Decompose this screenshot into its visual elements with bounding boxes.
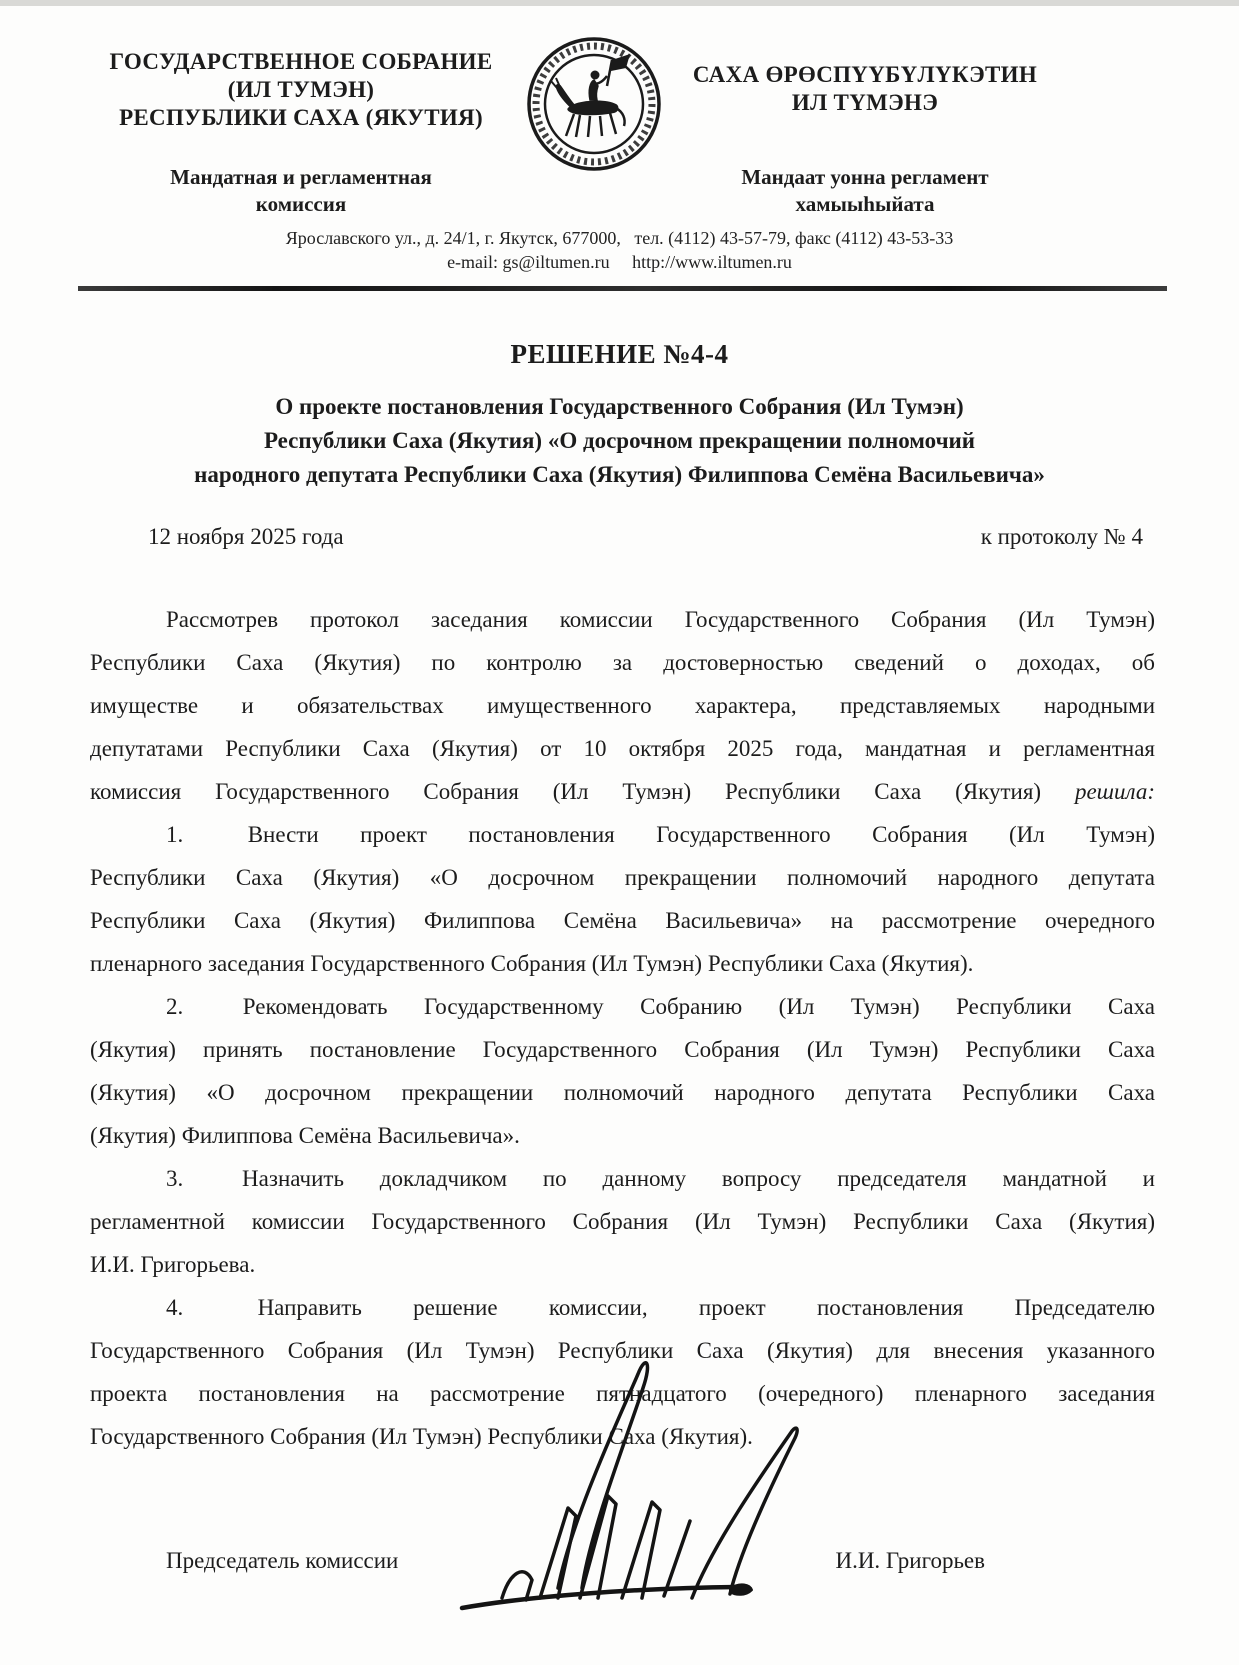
text-line: (ИЛ ТУМЭН)	[227, 77, 375, 102]
sakha-il-tumen-seal-icon	[524, 34, 664, 174]
text-line: РЕСПУБЛИКИ САХА (ЯКУТИЯ)	[119, 105, 483, 130]
text-line: хамыыһыйата	[795, 192, 935, 216]
text-line: народного депутата Республики Саха (Якутия) Филиппова Семёна Васильевича»	[194, 462, 1045, 487]
body-paragraph-item2	[90, 985, 1155, 1157]
org-name-russian	[95, 48, 507, 132]
text-line: (Якутия) принять постановление Государственного Собрания (Ил Тумэн) Республики Саха	[90, 1037, 1155, 1062]
resolved-word-italic: решила:	[1074, 779, 1155, 804]
text-line: Государственного Собрания (Ил Тумэн) Республики Саха (Якутия).	[90, 1424, 753, 1449]
letterhead	[0, 6, 1239, 286]
letterhead-right-block	[672, 48, 1058, 218]
text-line: ГОСУДАРСТВЕННОЕ СОБРАНИЕ	[109, 49, 493, 74]
text-line: Рассмотрев протокол заседания комиссии Государственного Собрания (Ил Тумэн)	[166, 607, 1155, 632]
text-line: (Якутия) Филиппова Семёна Васильевича».	[90, 1123, 520, 1148]
commission-name-russian	[95, 164, 507, 218]
commission-name-sakha	[672, 164, 1058, 218]
text-line: И.И. Григорьева.	[90, 1252, 256, 1277]
text-line: Мандаат уонна регламент	[741, 165, 989, 189]
email-web-line: e-mail: gs@iltumen.ru http://www.iltumen.ru	[447, 252, 792, 272]
document-body	[90, 598, 1155, 1458]
document-subject	[95, 390, 1144, 492]
signer-name: И.И. Григорьев	[835, 1548, 985, 1573]
text-line: регламентной комиссии Государственного Собрания (Ил Тумэн) Республики Саха (Якутия)	[90, 1209, 1155, 1234]
signer-title: Председатель комиссии	[166, 1548, 399, 1573]
body-paragraph-item1	[90, 813, 1155, 985]
body-paragraph-item4	[90, 1286, 1155, 1458]
text-line: комиссия Государственного Собрания (Ил Тумэн) Республики Саха (Якутия) решила:	[90, 779, 1155, 804]
text-line: Республики Саха (Якутия) Филиппова Семёна Васильевича» на рассмотрение очередного	[90, 908, 1155, 933]
text-line: 3. Назначить докладчиком по данному вопросу председателя мандатной и	[166, 1166, 1155, 1191]
text-line: проекта постановления на рассмотрение пятнадцатого (очередного) пленарного заседания	[90, 1381, 1155, 1406]
contact-block	[0, 226, 1239, 274]
signature-row	[90, 1546, 1155, 1576]
postal-address: Ярославского ул., д. 24/1, г. Якутск, 677000, тел. (4112) 43-57-79, факс (4112) 43-53-33	[285, 228, 954, 248]
text-line: 2. Рекомендовать Государственному Собранию (Ил Тумэн) Республики Саха	[166, 994, 1155, 1019]
text-line: САХА ӨРӨСПҮҮБҮЛҮКЭТИН	[692, 62, 1038, 87]
document-date: 12 ноября 2025 года	[148, 524, 344, 549]
header-divider	[78, 286, 1167, 291]
protocol-reference: к протоколу № 4	[980, 524, 1143, 549]
text-line: ИЛ ТҮМЭНЭ	[791, 90, 939, 115]
text-line: депутатами Республики Саха (Якутия) от 10 октября 2025 года, мандатная и регламентная	[90, 736, 1155, 761]
meta-row	[90, 522, 1155, 552]
text-line: О проекте постановления Государственного Собрания (Ил Тумэн)	[275, 394, 964, 419]
text-line: пленарного заседания Государственного Собрания (Ил Тумэн) Республики Саха (Якутия).	[90, 951, 974, 976]
text-line: (Якутия) «О досрочном прекращении полномочий народного депутата Республики Саха	[90, 1080, 1155, 1105]
text-line: Государственного Собрания (Ил Тумэн) Республики Саха (Якутия) для внесения указанного	[90, 1338, 1155, 1363]
text-line: имуществе и обязательствах имущественного характера, представляемых народными	[90, 693, 1155, 718]
org-name-sakha	[672, 61, 1058, 117]
text-line: комиссия	[255, 192, 347, 216]
text-line: 4. Направить решение комиссии, проект постановления Председателю	[166, 1295, 1155, 1320]
text-line: Республики Саха (Якутия) «О досрочном прекращении полномочий	[263, 428, 976, 453]
text-line: Республики Саха (Якутия) по контролю за достоверностью сведений о доходах, об	[90, 650, 1155, 675]
document-title: РЕШЕНИЕ №4-4	[510, 339, 729, 369]
text-line: Мандатная и регламентная	[170, 165, 432, 189]
text-line: Республики Саха (Якутия) «О досрочном прекращении полномочий народного депутата	[90, 865, 1155, 890]
text-line: 1. Внести проект постановления Государственного Собрания (Ил Тумэн)	[166, 822, 1155, 847]
letterhead-left-block	[95, 48, 507, 218]
body-paragraph-intro	[90, 598, 1155, 813]
body-paragraph-item3	[90, 1157, 1155, 1286]
